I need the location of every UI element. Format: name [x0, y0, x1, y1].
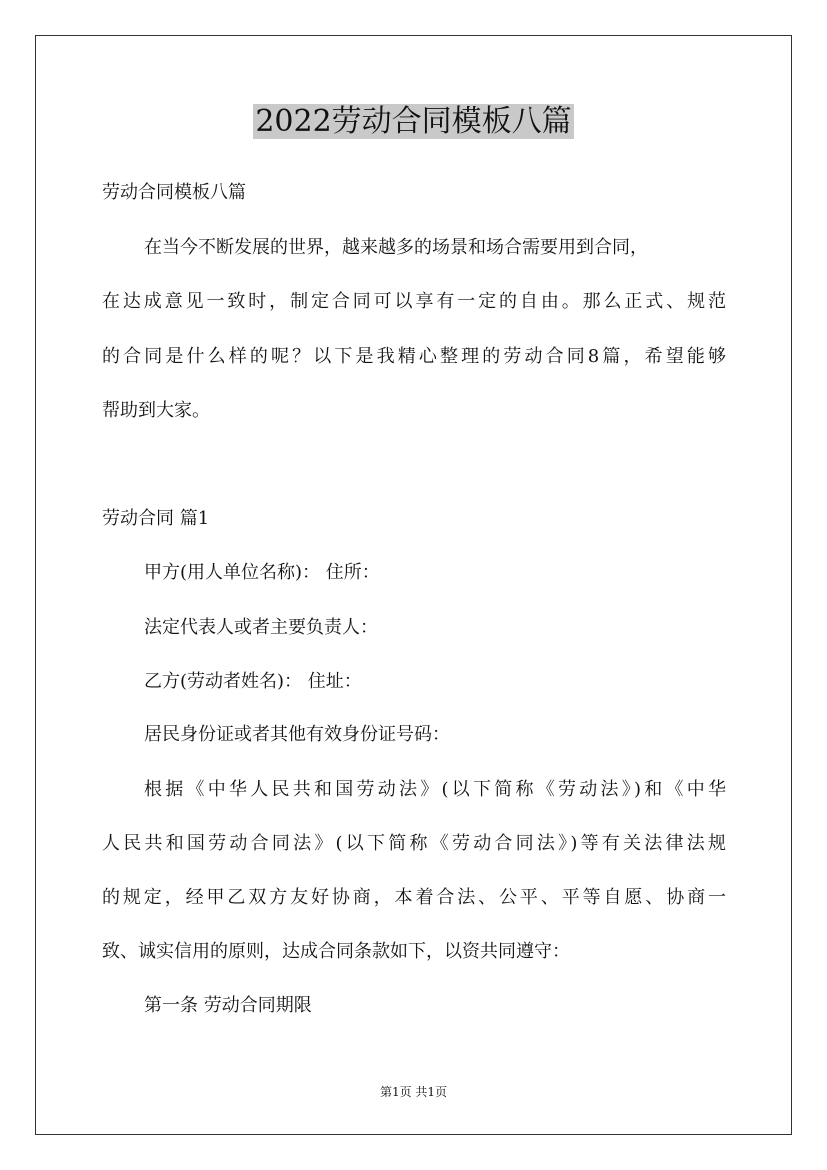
- section-heading: 劳动合同 篇1: [102, 508, 210, 529]
- document-subtitle: 劳动合同模板八篇: [102, 182, 246, 203]
- id-number-field: 居民身份证或者其他有效身份证号码：: [144, 724, 450, 745]
- basis-line-1: 根据《中华人民共和国劳动法》(以下简称《劳动法》)和《中华: [144, 779, 726, 800]
- article-1-heading: 第一条 劳动合同期限: [144, 995, 312, 1016]
- basis-line-4: 致、诚实信用的原则，达成合同条款如下，以资共同遵守：: [102, 941, 570, 962]
- document-title: [0, 100, 827, 144]
- basis-line-2: 人民共和国劳动合同法》(以下简称《劳动合同法》)等有关法律法规: [102, 833, 726, 854]
- intro-line-4: 帮助到大家。: [102, 400, 210, 421]
- party-a-field: 甲方(用人单位名称)： 住所：: [144, 562, 380, 583]
- intro-line-3: 的合同是什么样的呢？以下是我精心整理的劳动合同8篇，希望能够: [102, 346, 726, 367]
- intro-line-1: 在当今不断发展的世界，越来越多的场景和场合需要用到合同，: [144, 237, 648, 258]
- document-title-text: 2022劳动合同模板八篇: [255, 104, 572, 139]
- page-footer: 第1页 共1页: [379, 1085, 448, 1099]
- intro-line-2: 在达成意见一致时，制定合同可以享有一定的自由。那么正式、规范: [102, 291, 726, 312]
- basis-line-3: 的规定，经甲乙双方友好协商，本着合法、公平、平等自愿、协商一: [102, 887, 726, 908]
- party-b-field: 乙方(劳动者姓名)： 住址：: [144, 671, 362, 692]
- legal-representative-field: 法定代表人或者主要负责人：: [144, 617, 378, 638]
